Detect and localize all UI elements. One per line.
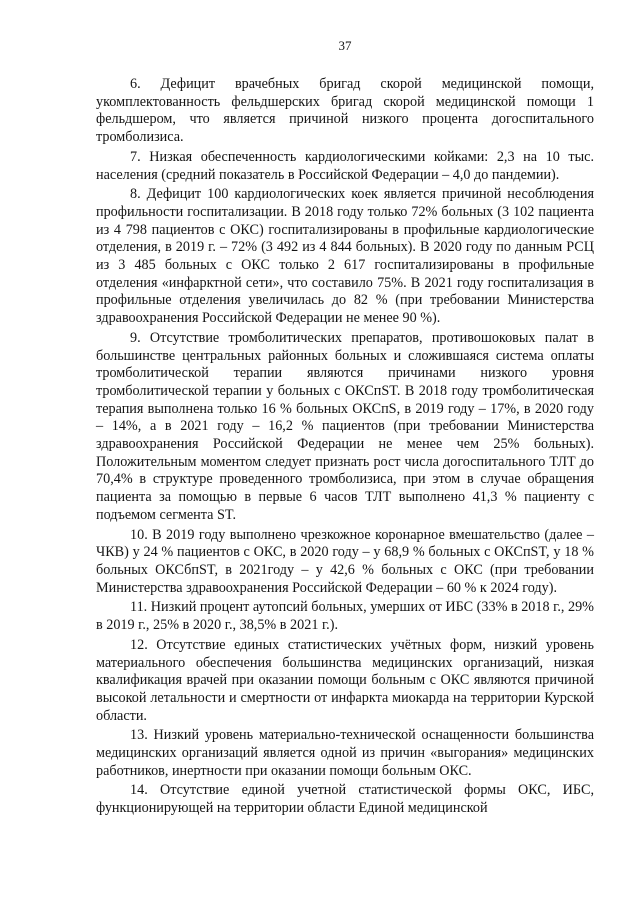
paragraph-8: 8. Дефицит 100 кардиологических коек является причиной несоблюдения профильности госпитализации. В 2018 году только 72% больных (3 102 пациента из 4 798 пациентов с ОКС) госпитализированы в профильные кардиологические отделения, в 2019 г. – 72% (3 492 из 4 844 больных). В 2020 году по данным РСЦ из 3 485 больных с ОКС только 2 617 госпитализированы в профильные отделения «инфарктной сети», что составило 75%. В 2021 году госпитализация в профильные отделения увеличилась до 82 % (при требовании Министерства здравоохранения Российской Федерации не менее 90 %). [96,186,594,327]
paragraph-12: 12. Отсутствие единых статистических учётных форм, низкий уровень материального обеспечения большинства медицинских организаций, низкая квалификация врачей при оказании помощи больным с ОКС являются причиной высокой летальности и смертности от инфаркта миокарда на территории Курской области. [96,636,594,724]
paragraph-13: 13. Низкий уровень материально-технической оснащенности большинства медицинских организаций является одной из причин «выгорания» медицинских работников, инертности при оказании помощи больным ОКС. [96,727,594,779]
page-number: 37 [338,38,352,53]
paragraph-7: 7. Низкая обеспеченность кардиологическими койками: 2,3 на 10 тыс. населения (средний показатель в Российской Федерации – 4,0 до пандемии). [96,148,594,183]
paragraph-10: 10. В 2019 году выполнено чрезкожное коронарное вмешательство (далее – ЧКВ) у 24 % пациентов с ОКС, в 2020 году – у 68,9 % больных с ОКСпST, у 18 % больных ОКСбпST, в 2021году – у 42,6 % больных с ОКС (при требовании Министерства здравоохранения Российской Федерации – 60 % к 2024 году). [96,526,594,596]
paragraph-11: 11. Низкий процент аутопсий больных, умерших от ИБС (33% в 2018 г., 29% в 2019 г., 25% в 2020 г., 38,5% в 2021 г.). [96,599,594,634]
paragraph-14: 14. Отсутствие единой учетной статистической формы ОКС, ИБС, функционирующей на территории области Единой медицинской [96,782,594,817]
paragraph-6: 6. Дефицит врачебных бригад скорой медицинской помощи, укомплектованность фельдшерских бригад скорой медицинской помощи 1 фельдшером, что является причиной низкого процента догоспитального тромболизиса. [96,76,594,146]
paragraph-9: 9. Отсутствие тромболитических препаратов, противошоковых палат в большинстве центральных районных больных и сложившаяся система оплаты тромболитической терапии являются причинами низкого уровня тромболитической терапии у больных с ОКСпST. В 2018 году тромболитическая терапия выполнена только 16 % больных ОКСпS, в 2019 году – 17%, в 2020 году – 14%, а в 2021 году – 16,2 % пациентов (при требовании Министерства здравоохранения Российской Федерации не менее чем 25% больных). Положительным моментом следует признать рост числа догоспитального ТЛТ до 70,4% в структуре проведенного тромболизиса, при этом в случае обращения пациента за помощью в первые 6 часов ТЛТ выполнено 41,3 % пациенту с подъемом сегмента ST. [96,329,594,523]
